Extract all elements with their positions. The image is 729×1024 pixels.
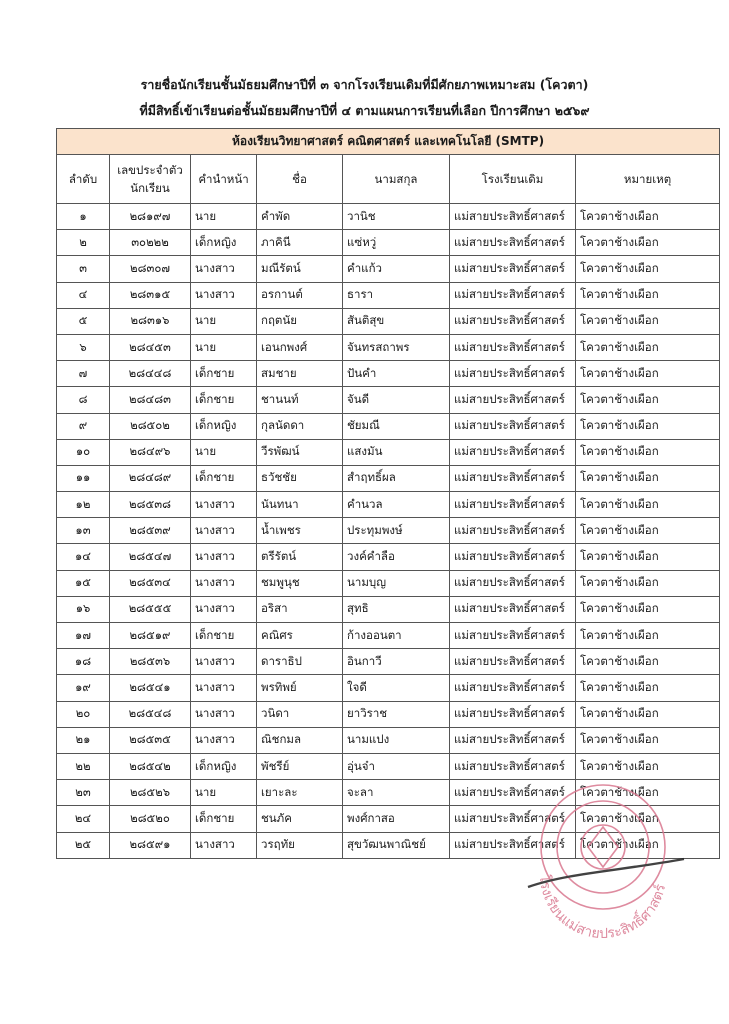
cell-student-id: ๒๘๕๔๗ <box>110 544 191 570</box>
cell-first-name: พรทิพย์ <box>257 675 343 701</box>
cell-first-name: ชมพูนุช <box>257 570 343 596</box>
cell-school: แม่สายประสิทธิ์ศาสตร์ <box>450 204 576 230</box>
cell-first-name: คำพัด <box>257 204 343 230</box>
cell-note: โควตาช้างเผือก <box>576 256 720 282</box>
student-list-table <box>56 128 720 859</box>
cell-student-id: ๒๘๕๔๑ <box>110 675 191 701</box>
cell-no: ๒๔ <box>57 806 110 832</box>
cell-school: แม่สายประสิทธิ์ศาสตร์ <box>450 361 576 387</box>
cell-no: ๑๗ <box>57 623 110 649</box>
cell-first-name: อรกานต์ <box>257 282 343 308</box>
cell-note: โควตาช้างเผือก <box>576 832 720 858</box>
cell-student-id: ๒๘๑๙๗ <box>110 204 191 230</box>
cell-first-name: เอนกพงศ์ <box>257 334 343 360</box>
table-row <box>57 727 720 753</box>
cell-no: ๔ <box>57 282 110 308</box>
table-row <box>57 282 720 308</box>
cell-school: แม่สายประสิทธิ์ศาสตร์ <box>450 596 576 622</box>
cell-no: ๖ <box>57 334 110 360</box>
cell-first-name: วนิดา <box>257 701 343 727</box>
cell-school: แม่สายประสิทธิ์ศาสตร์ <box>450 282 576 308</box>
cell-last-name: แซ่หวู่ <box>343 230 450 256</box>
cell-no: ๑๖ <box>57 596 110 622</box>
cell-last-name: ชัยมณี <box>343 413 450 439</box>
cell-prefix: นางสาว <box>191 518 257 544</box>
cell-student-id: ๒๘๕๒๐ <box>110 806 191 832</box>
cell-no: ๘ <box>57 387 110 413</box>
cell-first-name: ภาคินี <box>257 230 343 256</box>
table-row <box>57 780 720 806</box>
cell-note: โควตาช้างเผือก <box>576 753 720 779</box>
table-row <box>57 256 720 282</box>
cell-school: แม่สายประสิทธิ์ศาสตร์ <box>450 727 576 753</box>
cell-last-name: นามบุญ <box>343 570 450 596</box>
program-banner: ห้องเรียนวิทยาศาสตร์ คณิตศาสตร์ และเทคโนโลยี (SMTP) <box>57 129 720 155</box>
document-title-line-1: รายชื่อนักเรียนชั้นมัธยมศึกษาปีที่ ๓ จากโรงเรียนเดิมที่มีศักยภาพเหมาะสม (โควตา) <box>140 77 589 92</box>
cell-last-name: ธารา <box>343 282 450 308</box>
cell-last-name: จะลา <box>343 780 450 806</box>
cell-first-name: ณิชกมล <box>257 727 343 753</box>
cell-last-name: แสงมัน <box>343 439 450 465</box>
cell-note: โควตาช้างเผือก <box>576 361 720 387</box>
cell-student-id: ๒๘๕๓๔ <box>110 570 191 596</box>
cell-no: ๒๐ <box>57 701 110 727</box>
cell-student-id: ๒๘๔๙๖ <box>110 439 191 465</box>
cell-student-id: ๒๘๕๑๙ <box>110 623 191 649</box>
cell-note: โควตาช้างเผือก <box>576 623 720 649</box>
table-row <box>57 544 720 570</box>
cell-note: โควตาช้างเผือก <box>576 413 720 439</box>
cell-last-name: วานิช <box>343 204 450 230</box>
cell-school: แม่สายประสิทธิ์ศาสตร์ <box>450 780 576 806</box>
cell-first-name: นันทนา <box>257 492 343 518</box>
cell-student-id: ๒๘๕๔๒ <box>110 753 191 779</box>
table-row <box>57 439 720 465</box>
cell-last-name: จันทรสถาพร <box>343 334 450 360</box>
cell-student-id: ๒๘๕๙๑ <box>110 832 191 858</box>
cell-school: แม่สายประสิทธิ์ศาสตร์ <box>450 649 576 675</box>
cell-note: โควตาช้างเผือก <box>576 806 720 832</box>
cell-prefix: เด็กหญิง <box>191 413 257 439</box>
cell-prefix: นางสาว <box>191 256 257 282</box>
table-row <box>57 701 720 727</box>
cell-no: ๒๒ <box>57 753 110 779</box>
table-row <box>57 465 720 491</box>
cell-student-id: ๒๘๕๓๕ <box>110 727 191 753</box>
table-row <box>57 361 720 387</box>
cell-prefix: เด็กหญิง <box>191 753 257 779</box>
cell-student-id: ๒๘๕๕๕ <box>110 596 191 622</box>
cell-school: แม่สายประสิทธิ์ศาสตร์ <box>450 308 576 334</box>
cell-first-name: เยาะละ <box>257 780 343 806</box>
table-row <box>57 492 720 518</box>
cell-note: โควตาช้างเผือก <box>576 334 720 360</box>
cell-first-name: อริสา <box>257 596 343 622</box>
cell-first-name: วีรพัฒน์ <box>257 439 343 465</box>
cell-prefix: นางสาว <box>191 282 257 308</box>
cell-student-id: ๒๘๕๓๙ <box>110 518 191 544</box>
cell-no: ๑๓ <box>57 518 110 544</box>
cell-prefix: นางสาว <box>191 570 257 596</box>
col-header-student-id <box>110 155 191 204</box>
cell-prefix: นางสาว <box>191 701 257 727</box>
cell-school: แม่สายประสิทธิ์ศาสตร์ <box>450 544 576 570</box>
cell-student-id: ๒๘๔๕๓ <box>110 334 191 360</box>
cell-prefix: นาย <box>191 334 257 360</box>
cell-prefix: เด็กหญิง <box>191 230 257 256</box>
cell-prefix: เด็กชาย <box>191 387 257 413</box>
cell-first-name: ดาราธิป <box>257 649 343 675</box>
cell-note: โควตาช้างเผือก <box>576 204 720 230</box>
cell-note: โควตาช้างเผือก <box>576 492 720 518</box>
cell-first-name: พัชรีย์ <box>257 753 343 779</box>
cell-no: ๒๕ <box>57 832 110 858</box>
cell-first-name: กุลนัดดา <box>257 413 343 439</box>
table-header-row <box>57 155 720 204</box>
cell-note: โควตาช้างเผือก <box>576 308 720 334</box>
col-header-last-name: นามสกุล <box>343 155 450 204</box>
cell-note: โควตาช้างเผือก <box>576 518 720 544</box>
cell-school: แม่สายประสิทธิ์ศาสตร์ <box>450 832 576 858</box>
cell-prefix: นางสาว <box>191 727 257 753</box>
cell-first-name: กฤตนัย <box>257 308 343 334</box>
cell-no: ๑๑ <box>57 465 110 491</box>
cell-student-id: ๒๘๕๒๖ <box>110 780 191 806</box>
cell-first-name: ชนภัค <box>257 806 343 832</box>
table-row <box>57 518 720 544</box>
cell-student-id: ๒๘๕๔๘ <box>110 701 191 727</box>
cell-prefix: นางสาว <box>191 492 257 518</box>
cell-student-id: ๒๘๕๓๖ <box>110 649 191 675</box>
cell-school: แม่สายประสิทธิ์ศาสตร์ <box>450 518 576 544</box>
cell-last-name: คำนวล <box>343 492 450 518</box>
cell-school: แม่สายประสิทธิ์ศาสตร์ <box>450 230 576 256</box>
cell-school: แม่สายประสิทธิ์ศาสตร์ <box>450 753 576 779</box>
cell-no: ๑๔ <box>57 544 110 570</box>
col-header-note: หมายเหตุ <box>576 155 720 204</box>
cell-last-name: จันดี <box>343 387 450 413</box>
cell-prefix: นางสาว <box>191 544 257 570</box>
cell-last-name: พงศ์กาสอ <box>343 806 450 832</box>
cell-school: แม่สายประสิทธิ์ศาสตร์ <box>450 492 576 518</box>
cell-last-name: อุ่นจ๋า <box>343 753 450 779</box>
cell-last-name: สุขวัฒนพาณิชย์ <box>343 832 450 858</box>
document-title-line-2: ที่มีสิทธิ์เข้าเรียนต่อชั้นมัธยมศึกษาปีที่ ๔ ตามแผนการเรียนที่เลือก ปีการศึกษา ๒๕๖๙ <box>139 103 590 118</box>
cell-school: แม่สายประสิทธิ์ศาสตร์ <box>450 806 576 832</box>
cell-note: โควตาช้างเผือก <box>576 544 720 570</box>
cell-first-name: ชานนท์ <box>257 387 343 413</box>
cell-school: แม่สายประสิทธิ์ศาสตร์ <box>450 387 576 413</box>
cell-no: ๕ <box>57 308 110 334</box>
cell-note: โควตาช้างเผือก <box>576 649 720 675</box>
cell-note: โควตาช้างเผือก <box>576 675 720 701</box>
cell-school: แม่สายประสิทธิ์ศาสตร์ <box>450 623 576 649</box>
cell-no: ๑๙ <box>57 675 110 701</box>
cell-no: ๑๐ <box>57 439 110 465</box>
cell-last-name: คำแก้ว <box>343 256 450 282</box>
cell-no: ๗ <box>57 361 110 387</box>
cell-note: โควตาช้างเผือก <box>576 282 720 308</box>
col-header-student-id-line1: เลขประจำตัว <box>117 163 183 177</box>
cell-no: ๒ <box>57 230 110 256</box>
cell-student-id: ๓๐๒๒๒ <box>110 230 191 256</box>
cell-last-name: ยาวิราช <box>343 701 450 727</box>
cell-last-name: อินกาวี <box>343 649 450 675</box>
cell-no: ๑๕ <box>57 570 110 596</box>
table-row <box>57 387 720 413</box>
cell-last-name: วงค์คำลือ <box>343 544 450 570</box>
cell-note: โควตาช้างเผือก <box>576 570 720 596</box>
cell-last-name: สันติสุข <box>343 308 450 334</box>
cell-prefix: เด็กชาย <box>191 806 257 832</box>
cell-prefix: นางสาว <box>191 596 257 622</box>
cell-student-id: ๒๘๔๘๙ <box>110 465 191 491</box>
cell-student-id: ๒๘๓๑๕ <box>110 282 191 308</box>
cell-no: ๑๒ <box>57 492 110 518</box>
cell-student-id: ๒๘๔๘๓ <box>110 387 191 413</box>
cell-note: โควตาช้างเผือก <box>576 596 720 622</box>
cell-note: โควตาช้างเผือก <box>576 230 720 256</box>
signature-stroke <box>528 859 684 887</box>
table-row <box>57 806 720 832</box>
cell-school: แม่สายประสิทธิ์ศาสตร์ <box>450 439 576 465</box>
cell-no: ๑ <box>57 204 110 230</box>
cell-school: แม่สายประสิทธิ์ศาสตร์ <box>450 465 576 491</box>
table-row <box>57 675 720 701</box>
cell-prefix: นาย <box>191 204 257 230</box>
col-header-student-id-line2: นักเรียน <box>130 181 170 195</box>
table-row <box>57 230 720 256</box>
cell-student-id: ๒๘๔๔๘ <box>110 361 191 387</box>
cell-school: แม่สายประสิทธิ์ศาสตร์ <box>450 334 576 360</box>
cell-school: แม่สายประสิทธิ์ศาสตร์ <box>450 413 576 439</box>
cell-student-id: ๒๘๕๓๘ <box>110 492 191 518</box>
cell-no: ๙ <box>57 413 110 439</box>
cell-school: แม่สายประสิทธิ์ศาสตร์ <box>450 256 576 282</box>
table-row <box>57 649 720 675</box>
table-row <box>57 832 720 858</box>
cell-no: ๒๑ <box>57 727 110 753</box>
cell-last-name: ปันคำ <box>343 361 450 387</box>
cell-note: โควตาช้างเผือก <box>576 701 720 727</box>
cell-prefix: นางสาว <box>191 832 257 858</box>
cell-last-name: สำฤทธิ์ผล <box>343 465 450 491</box>
col-header-school: โรงเรียนเดิม <box>450 155 576 204</box>
cell-note: โควตาช้างเผือก <box>576 439 720 465</box>
cell-student-id: ๒๘๕๐๒ <box>110 413 191 439</box>
col-header-no: ลำดับ <box>57 155 110 204</box>
table-row <box>57 308 720 334</box>
table-banner-row <box>57 129 720 155</box>
cell-school: แม่สายประสิทธิ์ศาสตร์ <box>450 701 576 727</box>
table-row <box>57 334 720 360</box>
table-row <box>57 753 720 779</box>
cell-last-name: ใจดี <box>343 675 450 701</box>
col-header-first-name: ชื่อ <box>257 155 343 204</box>
cell-student-id: ๒๘๓๑๖ <box>110 308 191 334</box>
cell-last-name: สุทธิ <box>343 596 450 622</box>
table-row <box>57 204 720 230</box>
cell-first-name: ตรีรัตน์ <box>257 544 343 570</box>
cell-prefix: นาย <box>191 308 257 334</box>
cell-last-name: นามแปง <box>343 727 450 753</box>
table-row <box>57 623 720 649</box>
table-row <box>57 570 720 596</box>
seal-text-path: โรงเรียนแม่สายประสิทธิ์ศาสตร์ <box>536 874 669 942</box>
cell-note: โควตาช้างเผือก <box>576 780 720 806</box>
cell-prefix: นางสาว <box>191 649 257 675</box>
cell-prefix: เด็กชาย <box>191 623 257 649</box>
cell-first-name: น้ำเพชร <box>257 518 343 544</box>
cell-last-name: ประทุมพงษ์ <box>343 518 450 544</box>
cell-student-id: ๒๘๓๐๗ <box>110 256 191 282</box>
cell-no: ๑๘ <box>57 649 110 675</box>
cell-note: โควตาช้างเผือก <box>576 465 720 491</box>
cell-prefix: นาย <box>191 439 257 465</box>
cell-school: แม่สายประสิทธิ์ศาสตร์ <box>450 675 576 701</box>
cell-note: โควตาช้างเผือก <box>576 727 720 753</box>
cell-prefix: นาย <box>191 780 257 806</box>
table-row <box>57 596 720 622</box>
seal-text <box>537 874 668 941</box>
cell-note: โควตาช้างเผือก <box>576 387 720 413</box>
cell-prefix: เด็กชาย <box>191 465 257 491</box>
col-header-prefix: คำนำหน้า <box>191 155 257 204</box>
cell-first-name: วรฤทัย <box>257 832 343 858</box>
cell-first-name: สมชาย <box>257 361 343 387</box>
cell-school: แม่สายประสิทธิ์ศาสตร์ <box>450 570 576 596</box>
cell-first-name: คณิศร <box>257 623 343 649</box>
cell-first-name: มณีรัตน์ <box>257 256 343 282</box>
table-row <box>57 413 720 439</box>
cell-prefix: เด็กชาย <box>191 361 257 387</box>
table-body <box>57 204 720 859</box>
cell-first-name: ธวัชชัย <box>257 465 343 491</box>
cell-last-name: ก้างออนตา <box>343 623 450 649</box>
cell-no: ๒๓ <box>57 780 110 806</box>
cell-no: ๓ <box>57 256 110 282</box>
cell-prefix: นางสาว <box>191 675 257 701</box>
